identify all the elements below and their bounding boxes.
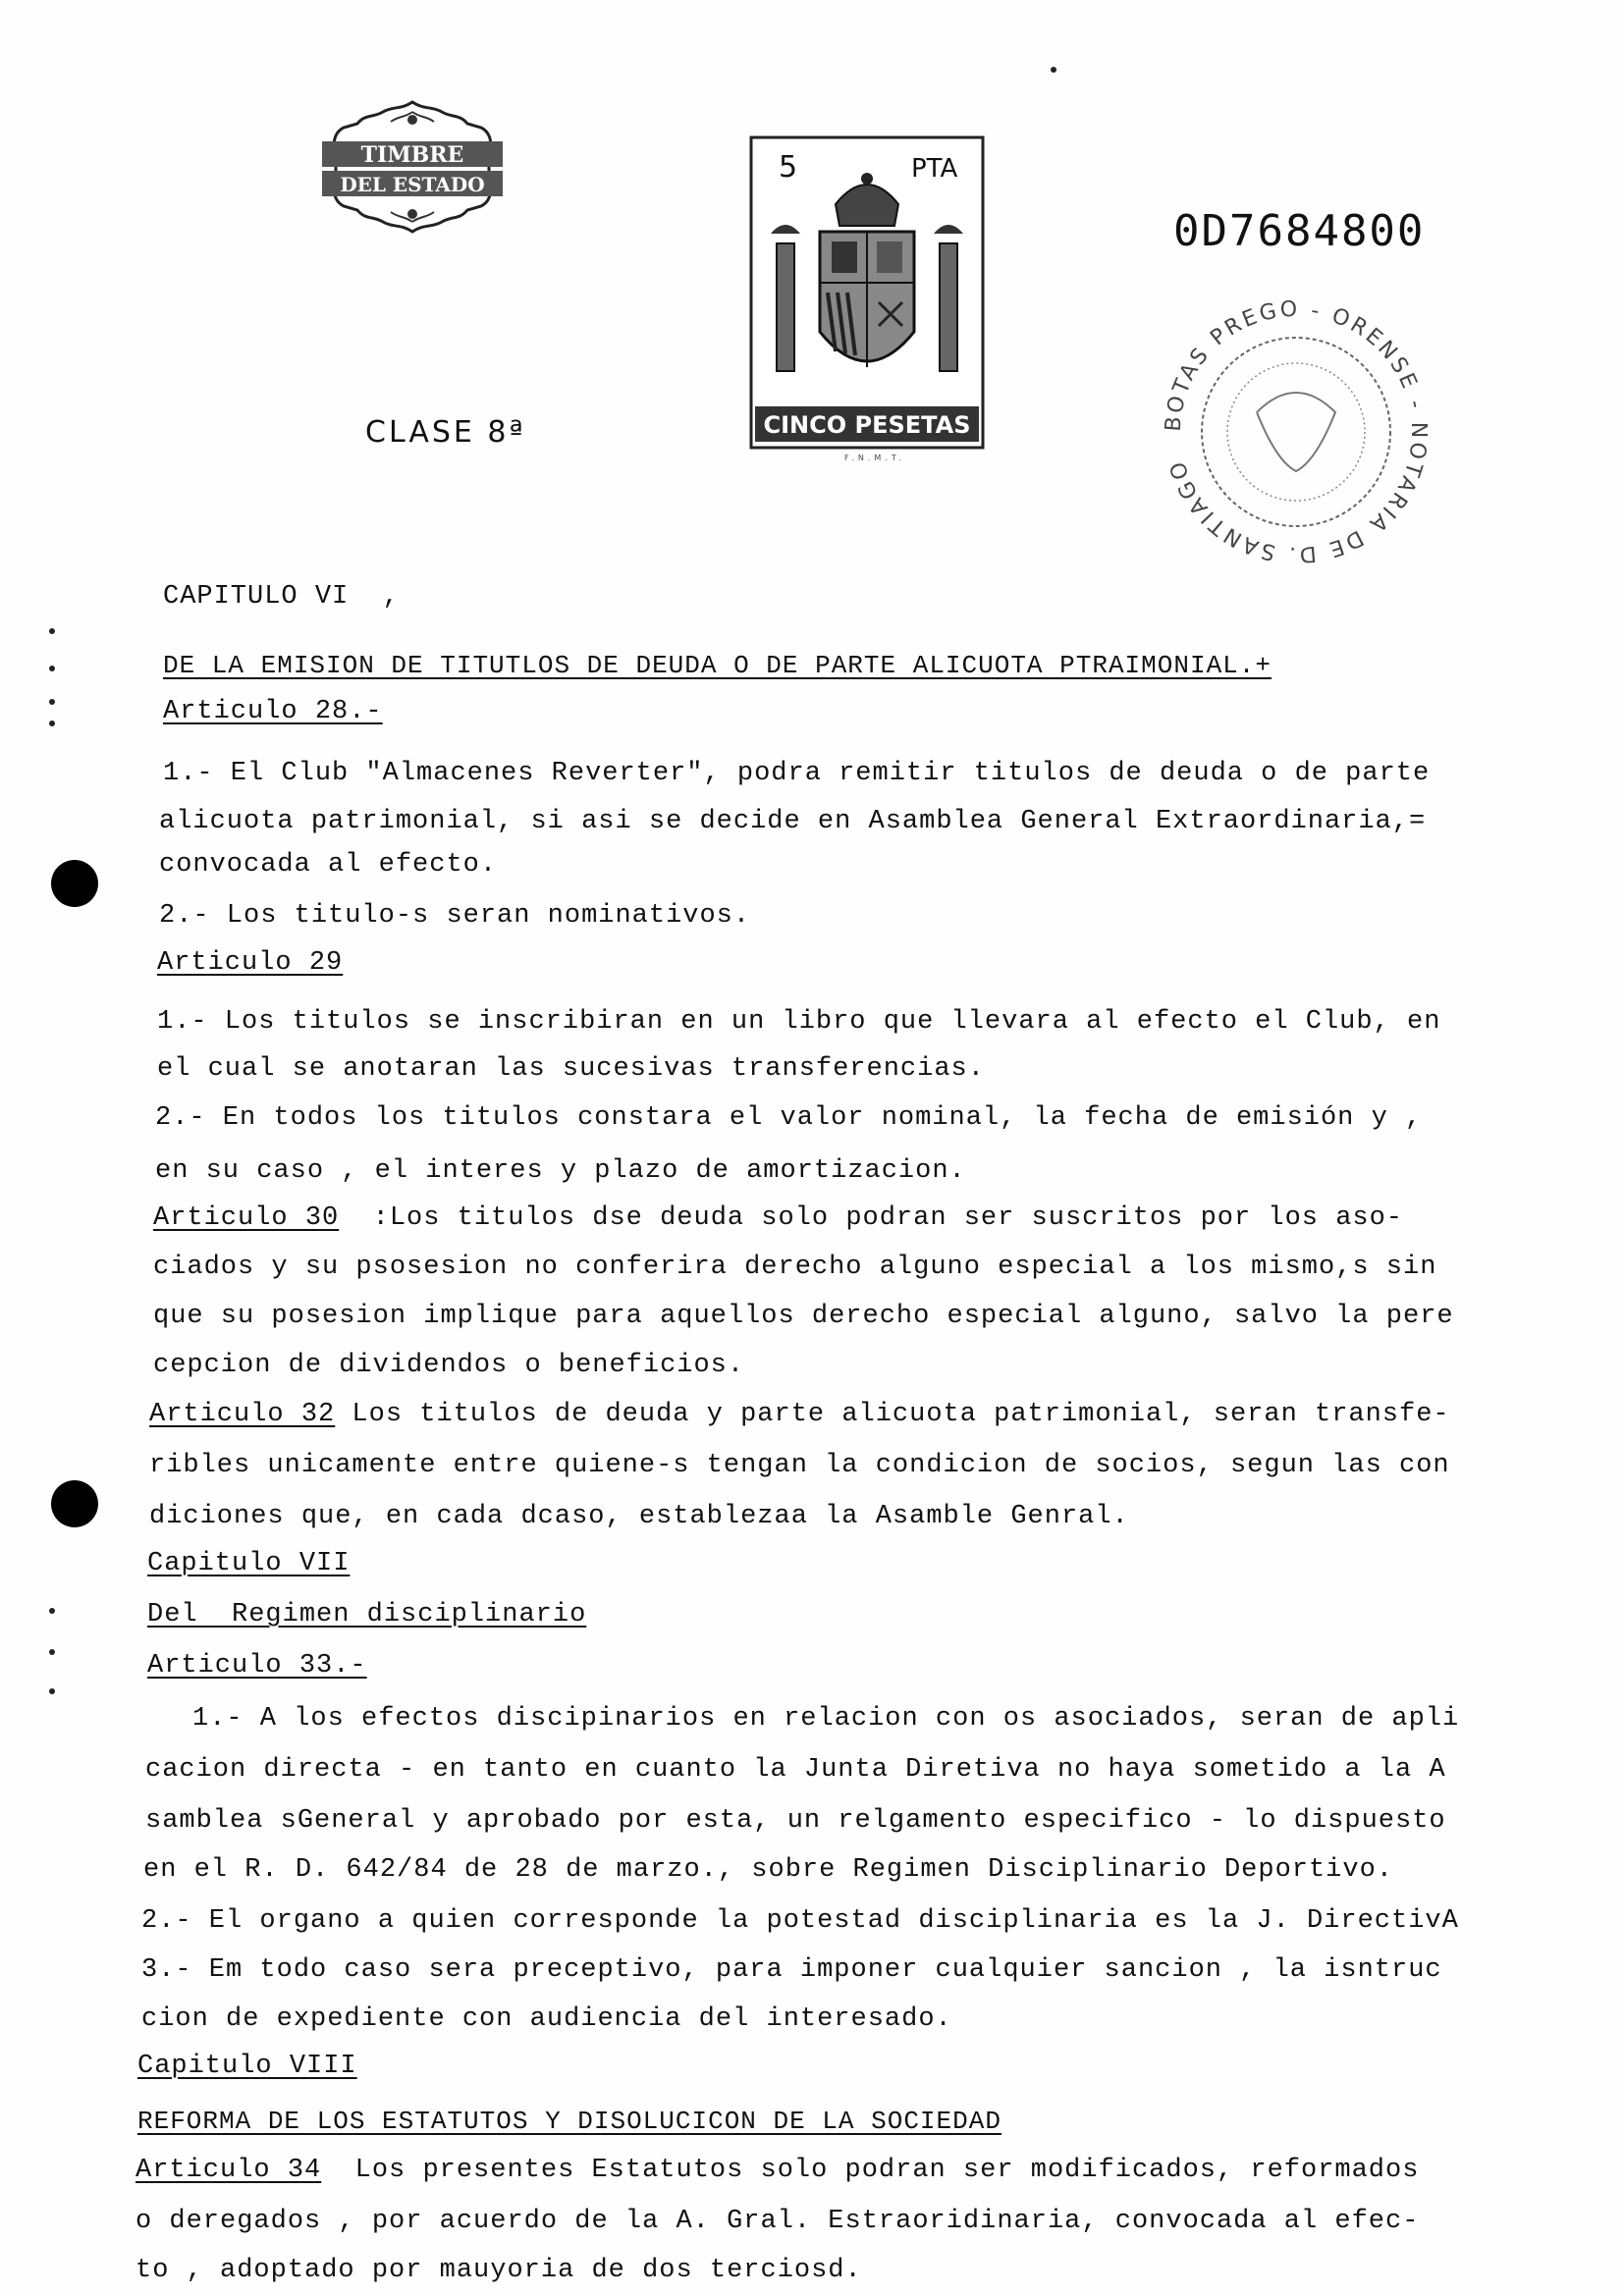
body-line: 2.- En todos los titulos constara el valor nominal, la fecha de emisión y , bbox=[155, 1103, 1423, 1133]
body-line: 2.- El organo a quien corresponde la potestad disciplinaria es la J. DirectivA bbox=[141, 1906, 1459, 1936]
chapter-heading: CAPITULO VI , bbox=[163, 582, 400, 612]
stamp-label: CINCO PESETAS bbox=[763, 411, 971, 439]
margin-mark bbox=[49, 1608, 55, 1614]
body-line: 3.- Em todo caso sera preceptivo, para imponer cualquier sancion , la isntruc bbox=[141, 1955, 1442, 1985]
chapter-title: Del Regimen disciplinario bbox=[147, 1600, 587, 1629]
margin-mark bbox=[49, 721, 55, 726]
timbre-line2: DEL ESTADO bbox=[340, 173, 485, 196]
article-heading: Articulo 33.- bbox=[147, 1651, 367, 1681]
five-pesetas-stamp bbox=[749, 135, 985, 450]
body-line: o deregados , por acuerdo de la A. Gral. Estraoridinaria, convocada al efec- bbox=[135, 2207, 1420, 2236]
body-line: 1.- Los titulos se inscribiran en un libro que llevara al efecto el Club, en bbox=[157, 1007, 1441, 1037]
margin-mark bbox=[49, 1688, 55, 1694]
body-line: Articulo 32 Los titulos de deuda y parte alicuota patrimonial, seran transfe- bbox=[149, 1400, 1450, 1429]
body-line: cacion directa - en tanto en cuanto la Junta Diretiva no haya sometido a la A bbox=[145, 1755, 1446, 1785]
seal-text: BOTAS PREGO - ORENSE - NOTARIA DE D. SANTIAGO bbox=[1161, 296, 1432, 567]
timbre-line1: TIMBRE bbox=[360, 142, 464, 168]
body-line: to , adoptado por mauyoria de dos terciosd. bbox=[135, 2256, 862, 2285]
right-pillar-icon bbox=[940, 243, 957, 371]
margin-mark bbox=[49, 628, 55, 634]
article-heading: Articulo 29 bbox=[157, 948, 344, 978]
timbre-del-estado-emblem bbox=[314, 98, 511, 236]
body-line: Articulo 30 :Los titulos dse deuda solo podran ser suscritos por los aso- bbox=[153, 1203, 1404, 1233]
serial-number: 0D7684800 bbox=[1173, 206, 1426, 256]
chapter-title: DE LA EMISION DE TITUTLOS DE DEUDA O DE PARTE ALICUOTA PTRAIMONIAL.+ bbox=[163, 651, 1272, 680]
body-line: 1.- El Club "Almacenes Reverter", podra remitir titulos de deuda o de parte bbox=[163, 759, 1431, 788]
body-line: alicuota patrimonial, si asi se decide en Asamblea General Extraordinaria,= bbox=[159, 807, 1427, 836]
stamp-small-print: F.N.M.T. bbox=[844, 454, 906, 462]
notary-seal bbox=[1139, 285, 1453, 579]
body-line: que su posesion implique para aquellos derecho especial alguno, salvo la pere bbox=[153, 1302, 1454, 1331]
chapter-heading: Capitulo VIII bbox=[137, 2052, 357, 2081]
chapter-title: REFORMA DE LOS ESTATUTOS Y DISOLUCICON DE LA SOCIEDAD bbox=[137, 2107, 1001, 2136]
binder-hole-top bbox=[51, 860, 98, 907]
body-line: ciados y su psosesion no conferira derecho alguno especial a los mismo,s sin bbox=[153, 1253, 1437, 1282]
article-heading: Articulo 28.- bbox=[163, 697, 383, 726]
margin-mark bbox=[49, 699, 55, 705]
chapter-heading: Capitulo VII bbox=[147, 1549, 351, 1578]
body-line: diciones que, en cada dcaso, establezaa la Asamble Genral. bbox=[149, 1502, 1129, 1531]
article-heading: Articulo 30 bbox=[153, 1203, 340, 1233]
margin-mark bbox=[1051, 67, 1056, 73]
body-line: en su caso , el interes y plazo de amortizacion. bbox=[155, 1156, 966, 1186]
body-line: cepcion de dividendos o beneficios. bbox=[153, 1351, 745, 1380]
article-heading: Articulo 32 bbox=[149, 1400, 336, 1429]
margin-mark bbox=[49, 1649, 55, 1655]
stamp-unit: PTA bbox=[911, 154, 958, 184]
body-line: en el R. D. 642/84 de 28 de marzo., sobre Regimen Disciplinario Deportivo. bbox=[143, 1855, 1393, 1885]
article-heading: Articulo 34 bbox=[135, 2156, 322, 2185]
left-pillar-icon bbox=[777, 243, 794, 371]
body-line: cion de expediente con audiencia del interesado. bbox=[141, 2004, 952, 2034]
body-line: Articulo 34 Los presentes Estatutos solo podran ser modificados, reformados bbox=[135, 2156, 1420, 2185]
margin-mark bbox=[49, 666, 55, 671]
body-line: 1.- A los efectos discipinarios en relacion con os asociados, seran de apli bbox=[192, 1704, 1460, 1734]
binder-hole-bottom bbox=[51, 1480, 98, 1527]
body-line: 2.- Los titulo-s seran nominativos. bbox=[159, 901, 751, 931]
stamp-value: 5 bbox=[779, 150, 798, 185]
clase-label: CLASE 8ª bbox=[365, 415, 526, 450]
body-line: convocada al efecto. bbox=[159, 850, 498, 880]
body-line: samblea sGeneral y aprobado por esta, un relgamento especifico - lo dispuesto bbox=[145, 1806, 1446, 1836]
body-line: el cual se anotaran las sucesivas transferencias. bbox=[157, 1054, 985, 1084]
body-line: ribles unicamente entre quiene-s tengan la condicion de socios, segun las con bbox=[149, 1451, 1450, 1480]
